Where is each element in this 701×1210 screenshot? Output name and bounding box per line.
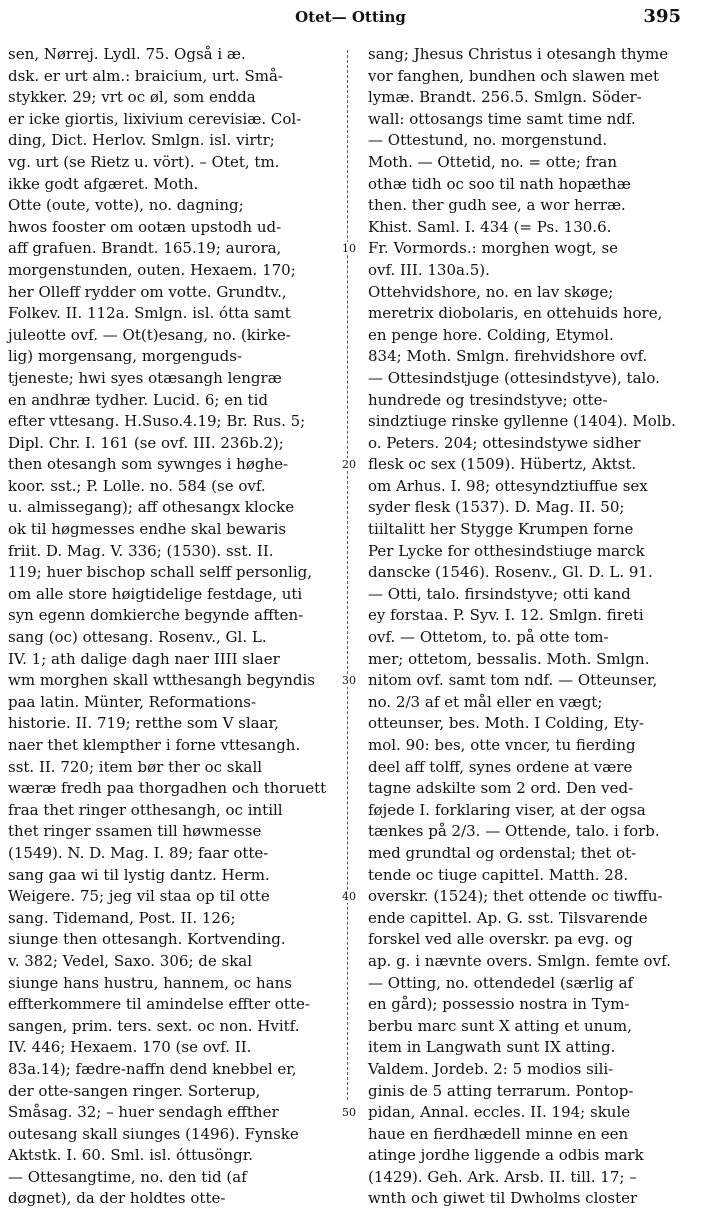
text-line: mol. 90: bes, otte vncer, tu fierding [368,736,636,754]
text-line: Khist. Saml. I. 434 (= Ps. 130.6. [368,217,612,236]
text-line: 83a.14); fædre-naffn dend knebbel er, [8,1059,297,1078]
text-line: siunge hans hustru, hannem, oc hans [8,973,292,992]
text-line: ikke godt afgæret. Moth. [8,174,199,193]
text-line: Otte (oute, votte), no. dagning; [8,196,244,215]
line-number-marker: 30 [337,674,361,687]
text-line: 119; huer bischop schall selff personlig, [8,563,313,582]
text-line: sang (oc) ottesang. Rosenv., Gl. L. [8,628,267,647]
text-line: — Ottesangtime, no. den tid (af [8,1167,247,1186]
text-line: nitom ovf. samt tom ndf. — Otteunser, [368,671,658,690]
text-line: her Olleff rydder om votte. Grundtv., [8,282,287,301]
text-line: sindztiuge rinske gyllenne (1404). Molb. [368,412,676,431]
text-line: v. 382; Vedel, Saxo. 306; de skal [8,951,253,970]
text-line: Ottehvidshore, no. en lav skøge; [368,282,614,301]
text-line: sst. II. 720; item bør ther oc skall [8,757,263,776]
text-line: flesk oc sex (1509). Hübertz, Aktst. [368,455,637,474]
text-line: 834; Moth. Smlgn. firehvidshore ovf. [368,347,648,366]
text-line: (1429). Geh. Ark. Arsb. II. till. 17; – [368,1167,637,1186]
text-line: ovf. — Ottetom, to. på otte tom- [368,628,609,647]
text-line: Weigere. 75; jeg vil staa op til otte [8,887,270,906]
text-line: lymæ. Brandt. 256.5. Smlgn. Söder- [368,88,642,107]
text-line: sang gaa wi til lystig dantz. Herm. [8,865,270,884]
text-line: paa latin. Münter, Reformations- [8,692,257,711]
text-line: othæ tidh oc soo til nath hopæthæ [368,174,631,193]
text-line: ovf. III. 130a.5). [368,260,490,279]
text-line: siunge then ottesangh. Kortvending. [8,930,286,949]
text-line: then. ther gudh see, a wor herræ. [368,196,626,215]
text-line: tænkes på 2/3. — Ottende, talo. i forb. [368,822,660,841]
text-line: Valdem. Jordeb. 2: 5 modios sili- [368,1059,614,1078]
text-line: en andhræ tydher. Lucid. 6; en tid [8,390,268,409]
line-number-marker: 20 [337,458,361,471]
text-line: effterkommere til amindelse effter otte- [8,995,310,1014]
column-divider [347,50,348,1100]
text-line: vor fanghen, bundhen och slawen met [368,66,659,85]
text-line: vg. urt (se Rietz u. vört). – Otet, tm. [8,152,280,171]
text-line: ende capittel. Ap. G. sst. Tilsvarende [368,908,648,927]
text-line: atinge jordhe liggende a odbis mark [368,1146,644,1165]
text-line: otteunser, bes. Moth. I Colding, Ety- [368,714,644,733]
text-line: ap. g. i nævnte overs. Smlgn. femte ovf. [368,951,671,970]
running-title: Otet— Otting [295,8,406,26]
text-line: no. 2/3 af et mål eller en vægt; [368,692,603,711]
text-line: om Arhus. I. 98; ottesyndztiuffue sex [368,476,648,495]
text-line: efter vttesang. H.Suso.4.19; Br. Rus. 5; [8,412,306,431]
text-line: føjede I. forklaring viser, at der ogsa [368,800,646,819]
text-line: Moth. — Ottetid, no. = otte; fran [368,152,617,171]
text-line: danscke (1546). Rosenv., Gl. D. L. 91. [368,563,653,582]
text-line: wnth och giwet til Dwholms closter [368,1189,638,1208]
text-line: en gård); possessio nostra in Tym- [368,995,630,1014]
text-line: Per Lycke for otthesindstiuge marck [368,541,645,560]
text-line: lig) morgensang, morgenguds- [8,347,243,366]
text-line: — Otti, talo. firsindstyve; otti kand [368,584,631,603]
text-line: berbu marc sunt X atting et unum, [368,1016,632,1035]
text-line: morgenstunden, outen. Hexaem. 170; [8,260,296,279]
text-line: tende oc tiuge capittel. Matth. 28. [368,865,629,884]
text-line: hundrede og tresindstyve; otte- [368,390,608,409]
text-line: pidan, Annal. eccles. II. 194; skule [368,1103,631,1122]
text-line: dsk. er urt alm.: braicium, urt. Små- [8,66,283,85]
text-line: item in Langwath sunt IX atting. [368,1038,616,1057]
text-line: wall: ottosangs time samt time ndf. [368,109,636,128]
text-line: IV. 446; Hexaem. 170 (se ovf. II. [8,1038,252,1057]
text-line: deel aff tolff, synes ordene at være [368,757,633,776]
text-line: thet ringer ssamen till høwmesse [8,822,262,841]
text-line: ding, Dict. Herlov. Smlgn. isl. virtr; [8,131,275,150]
text-line: — Otting, no. ottendedel (særlig af [368,973,634,992]
text-line: tagne adskilte som 2 ord. Den ved- [368,779,634,798]
text-line: koor. sst.; P. Lolle. no. 584 (se ovf. [8,476,266,495]
text-line: o. Peters. 204; ottesindstywe sidher [368,433,641,452]
text-line: døgnet), da der holdtes otte- [8,1189,226,1208]
text-line: Folkev. II. 112a. Smlgn. isl. ótta samt [8,304,291,323]
text-line: ginis de 5 atting terrarum. Pontop- [368,1081,634,1100]
text-line: Dipl. Chr. I. 161 (se ovf. III. 236b.2); [8,433,284,452]
text-line: IV. 1; ath dalige dagh naer IIII slaer [8,649,280,668]
text-line: wæræ fredh paa thorgadhen och thoruett [8,779,327,798]
text-line: fraa thet ringer otthesangh, oc intill [8,800,283,819]
text-line: ok til høgmesses endhe skal bewaris [8,520,287,539]
text-line: naer thet klempther i forne vttesangh. [8,736,301,754]
text-line: then otesangh som sywnges i høghe- [8,455,289,474]
text-line: syn egenn domkierche begynde afften- [8,606,304,625]
text-line: der otte-sangen ringer. Sorterup, [8,1081,261,1100]
text-line: tjeneste; hwi syes otæsangh lengræ [8,368,282,387]
text-line: sang; Jhesus Christus i otesangh thyme [368,45,669,63]
text-line: om alle store høigtidelige festdage, uti [8,584,303,603]
text-line: sangen, prim. ters. sext. oc non. Hvitf. [8,1016,300,1035]
text-line: Aktstk. I. 60. Sml. isl. óttusöngr. [8,1146,254,1165]
text-line: wm morghen skall wtthesangh begyndis [8,671,315,690]
line-number-marker: 40 [337,890,361,903]
text-line: haue en fierdhædell minne en een [368,1124,629,1143]
text-line: sen, Nørrej. Lydl. 75. Også i æ. [8,45,246,63]
text-line: forskel ved alle overskr. pa evg. og [368,930,633,949]
text-line: syder flesk (1537). D. Mag. II. 50; [368,498,625,517]
line-number-marker: 10 [337,242,361,255]
text-line: juleotte ovf. — Ot(t)esang, no. (kirke- [8,325,291,344]
text-line: sang. Tidemand, Post. II. 126; [8,908,236,927]
running-head [0,6,701,30]
text-line: en penge hore. Colding, Etymol. [368,325,614,344]
page-number: 395 [643,6,681,27]
right-column [368,44,692,1208]
text-line: overskr. (1524); thet ottende oc tiwffu- [368,887,663,906]
text-line: outesang skall siunges (1496). Fynske [8,1124,299,1143]
text-line: aff grafuen. Brandt. 165.19; aurora, [8,239,282,258]
text-line: u. almissegang); aff othesangx klocke [8,498,295,517]
text-line: (1549). N. D. Mag. I. 89; faar otte- [8,843,269,862]
text-line: — Ottesindstjuge (ottesindstyve), talo. [368,368,660,387]
text-line: Småsag. 32; – huer sendagh effther [8,1103,279,1122]
text-line: hwos fooster om ootæn upstodh ud- [8,217,282,236]
text-line: — Ottestund, no. morgenstund. [368,131,608,150]
text-line: stykker. 29; vrt oc øl, som endda [8,88,256,107]
text-line: ey forstaa. P. Syv. I. 12. Smlgn. fireti [368,606,644,625]
text-line: historie. II. 719; retthe som V slaar, [8,714,279,733]
text-line: meretrix diobolaris, en ottehuids hore, [368,304,663,323]
text-line: er icke giortis, lixivium cerevisiæ. Col- [8,109,302,128]
text-line: tiiltalitt her Stygge Krumpen forne [368,520,634,539]
text-line: mer; ottetom, bessalis. Moth. Smlgn. [368,649,650,668]
text-line: friit. D. Mag. V. 336; (1530). sst. II. [8,541,274,560]
text-line: Fr. Vormords.: morghen wogt, se [368,239,619,258]
text-line: med grundtal og ordenstal; thet ot- [368,843,637,862]
left-column [8,44,332,1208]
line-number-marker: 50 [337,1106,361,1119]
